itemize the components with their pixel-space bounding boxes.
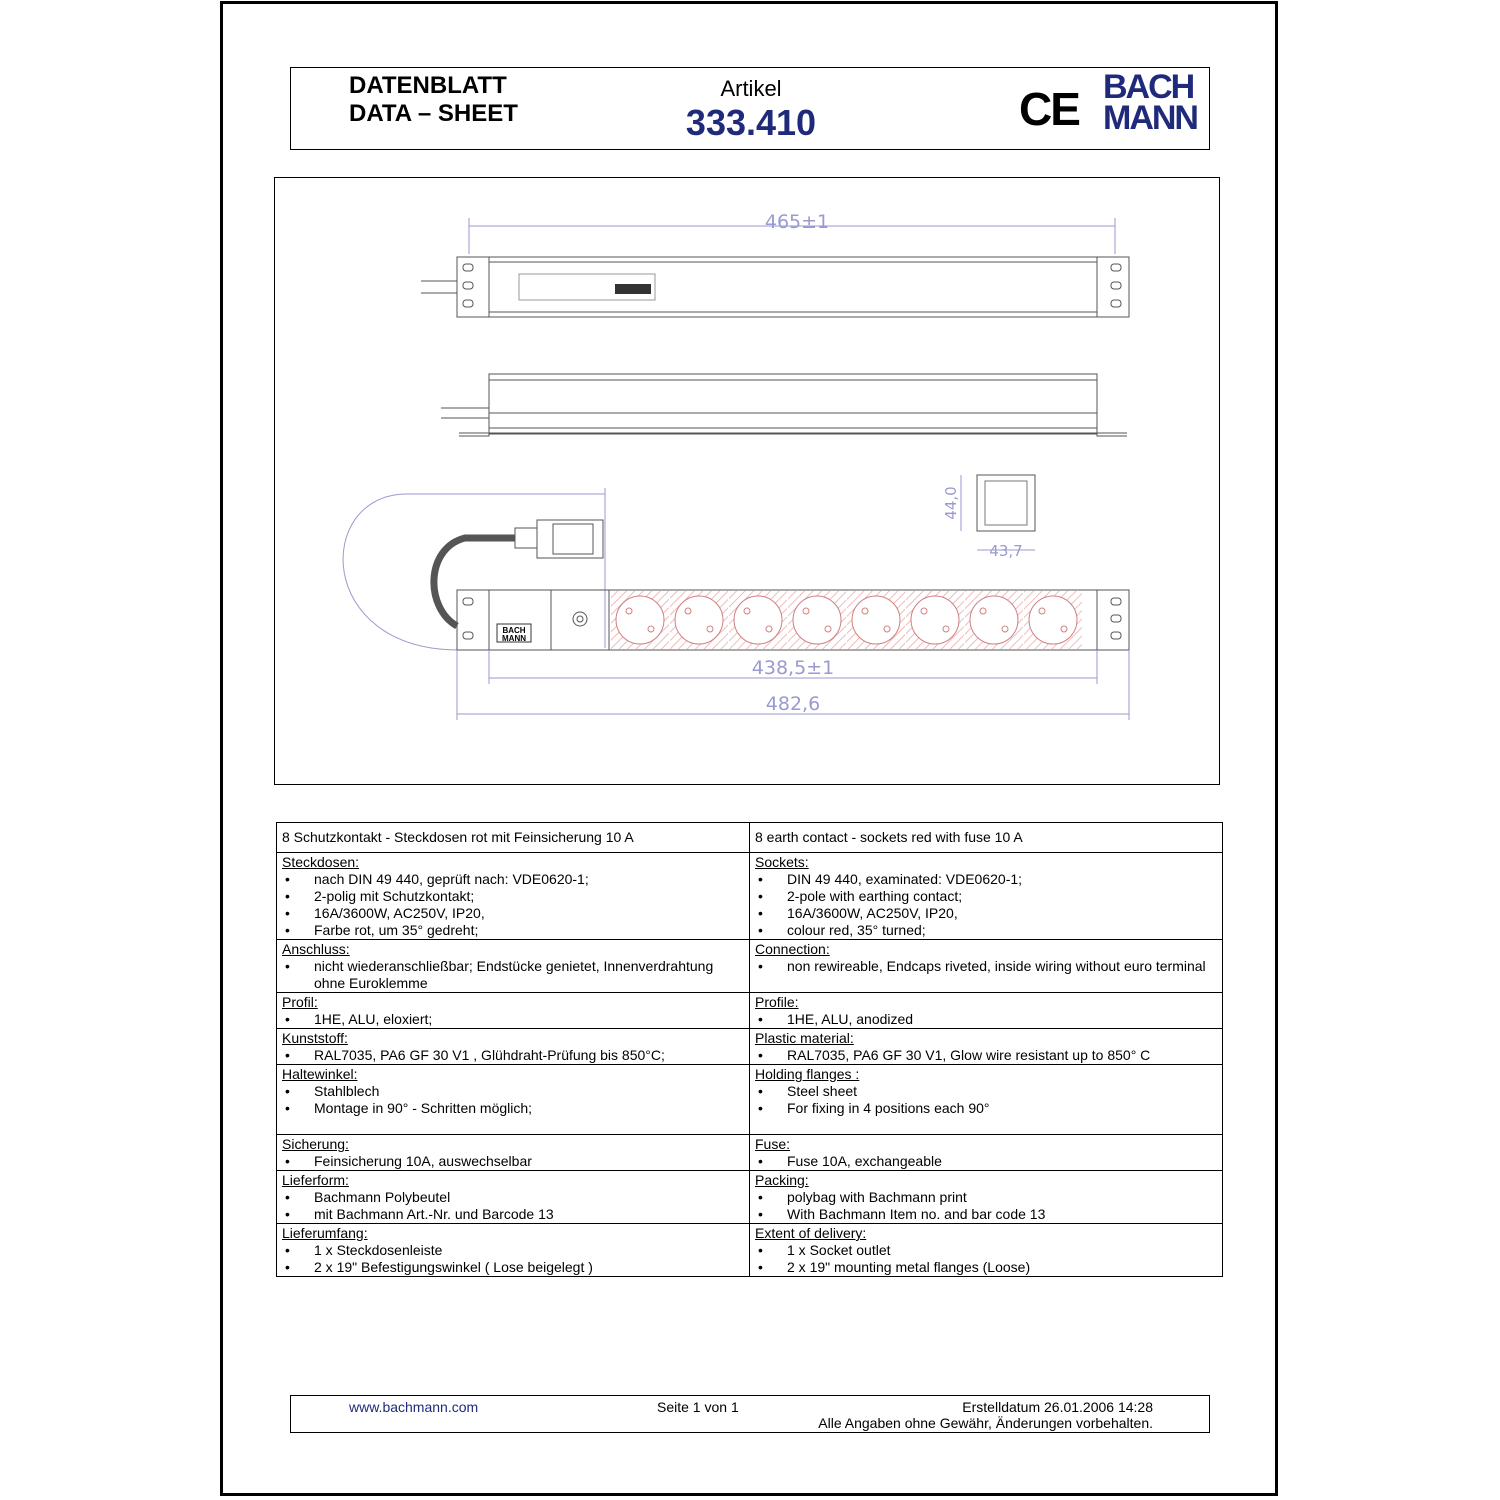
spec-cell-en bbox=[750, 1224, 1223, 1277]
spec-header-row bbox=[277, 823, 1223, 853]
spec-spacer bbox=[282, 1117, 744, 1134]
spec-cell-de bbox=[277, 1224, 750, 1277]
spec-section-title: Fuse: bbox=[755, 1136, 791, 1152]
spec-section-title: Steckdosen: bbox=[282, 854, 360, 870]
spec-cell-de bbox=[277, 1135, 750, 1171]
spec-section-title: Profil: bbox=[282, 994, 318, 1010]
spec-section-title: Haltewinkel: bbox=[282, 1066, 358, 1082]
spec-list-item: • Farbe rot, um 35° gedreht; bbox=[282, 922, 744, 939]
spec-list-item: • DIN 49 440, examinated: VDE0620-1; bbox=[755, 871, 1217, 888]
panel-logo-2: MANN bbox=[502, 634, 526, 643]
spec-section-title: Plastic material: bbox=[755, 1030, 854, 1046]
spec-item-list bbox=[282, 871, 744, 939]
spec-list-item: • Stahlblech bbox=[282, 1083, 744, 1100]
dim-height-label: 44,0 bbox=[942, 486, 960, 520]
spec-list-item: • 2-pole with earthing contact; bbox=[755, 888, 1217, 905]
document-title bbox=[349, 72, 518, 128]
spec-list-item: • For fixing in 4 positions each 90° bbox=[755, 1100, 1217, 1117]
spec-head-en: 8 earth contact - sockets red with fuse 10 A bbox=[750, 823, 1223, 853]
spec-list-item: • 1HE, ALU, eloxiert; bbox=[282, 1011, 744, 1028]
spec-list-item: • 2 x 19" mounting metal flanges (Loose) bbox=[755, 1259, 1217, 1276]
spec-section-row bbox=[277, 1029, 1223, 1065]
spec-section-row bbox=[277, 1135, 1223, 1171]
spec-cell-de bbox=[277, 1029, 750, 1065]
spec-list-item: • 1 x Socket outlet bbox=[755, 1242, 1217, 1259]
socket bbox=[670, 591, 728, 649]
spec-list-item: • 16A/3600W, AC250V, IP20, bbox=[282, 905, 744, 922]
spec-list-item: • polybag with Bachmann print bbox=[755, 1189, 1217, 1206]
spec-list-item: • mit Bachmann Art.-Nr. und Barcode 13 bbox=[282, 1206, 744, 1223]
socket bbox=[611, 591, 669, 649]
spec-cell-de bbox=[277, 853, 750, 940]
spec-item-list bbox=[282, 1011, 744, 1028]
socket bbox=[729, 591, 787, 649]
footer-page-number: Seite 1 von 1 bbox=[657, 1399, 739, 1415]
spec-item-list bbox=[755, 1083, 1217, 1117]
spec-section-title: Sicherung: bbox=[282, 1136, 349, 1152]
spec-section-title: Connection: bbox=[755, 941, 830, 957]
spec-section-row bbox=[277, 1224, 1223, 1277]
dim-width-label: 43,7 bbox=[989, 542, 1023, 560]
spec-list-item: • non rewireable, Endcaps riveted, inside wiring without euro terminal bbox=[755, 958, 1217, 975]
spec-section-row bbox=[277, 1065, 1223, 1135]
spec-section-title: Profile: bbox=[755, 994, 799, 1010]
dim-total-label: 482,6 bbox=[765, 693, 821, 715]
spec-cell-de bbox=[277, 993, 750, 1029]
header-box bbox=[290, 67, 1210, 150]
panel-logo-1: BACH bbox=[502, 626, 526, 635]
spec-section-row bbox=[277, 940, 1223, 993]
spec-head-de: 8 Schutzkontakt - Steckdosen rot mit Feinsicherung 10 A bbox=[277, 823, 750, 853]
ce-mark-icon: CE bbox=[1019, 83, 1079, 135]
spec-section-title: Lieferumfang: bbox=[282, 1225, 368, 1241]
dim-top-label: 465±1 bbox=[764, 211, 830, 233]
dim-inner-label: 438,5±1 bbox=[751, 657, 835, 679]
spec-item-list bbox=[755, 1047, 1217, 1064]
spec-section-title: Kunststoff: bbox=[282, 1030, 348, 1046]
spec-list-item: • 1HE, ALU, anodized bbox=[755, 1011, 1217, 1028]
footer-created-date: Erstelldatum 26.01.2006 14:28 bbox=[962, 1399, 1153, 1415]
spec-section-row bbox=[277, 853, 1223, 940]
spec-cell-en bbox=[750, 1065, 1223, 1135]
spec-cell-de bbox=[277, 1171, 750, 1224]
spec-list-item: • 1 x Steckdosenleiste bbox=[282, 1242, 744, 1259]
spec-section-title: Lieferform: bbox=[282, 1172, 349, 1188]
spec-table bbox=[276, 822, 1223, 1277]
power-cable bbox=[343, 488, 605, 650]
spec-cell-en bbox=[750, 940, 1223, 993]
spec-item-list bbox=[755, 1242, 1217, 1276]
socket bbox=[906, 591, 964, 649]
spec-cell-en bbox=[750, 853, 1223, 940]
spec-list-item: • Fuse 10A, exchangeable bbox=[755, 1153, 1217, 1170]
spec-list-item: • With Bachmann Item no. and bar code 13 bbox=[755, 1206, 1217, 1223]
profile-section bbox=[942, 475, 1035, 560]
spec-cell-en bbox=[750, 1029, 1223, 1065]
socket bbox=[1024, 591, 1082, 649]
spec-cell-en bbox=[750, 1135, 1223, 1171]
footer-box bbox=[290, 1395, 1210, 1433]
title-de: DATENBLATT bbox=[349, 72, 507, 99]
spec-body bbox=[277, 853, 1223, 1277]
spec-item-list bbox=[282, 1242, 744, 1276]
footer-disclaimer: Alle Angaben ohne Gewähr, Änderungen vorbehalten. bbox=[818, 1415, 1153, 1431]
bachmann-logo: BACH MANN bbox=[1103, 68, 1197, 137]
spec-section-row bbox=[277, 993, 1223, 1029]
drawing-svg bbox=[275, 178, 1221, 786]
spec-item-list bbox=[755, 1189, 1217, 1223]
article-number: 333.410 bbox=[685, 102, 817, 143]
title-en: DATA – SHEET bbox=[349, 100, 518, 127]
spec-section-title: Holding flanges : bbox=[755, 1066, 860, 1082]
spec-list-item: • nach DIN 49 440, geprüft nach: VDE0620-1; bbox=[282, 871, 744, 888]
spec-list-item: • 16A/3600W, AC250V, IP20, bbox=[755, 905, 1217, 922]
spec-section-title: Sockets: bbox=[755, 854, 809, 870]
spec-list-item: • Steel sheet bbox=[755, 1083, 1217, 1100]
spec-section-row bbox=[277, 1171, 1223, 1224]
spec-list-item: • RAL7035, PA6 GF 30 V1, Glow wire resistant up to 850° C bbox=[755, 1047, 1217, 1064]
spec-item-list bbox=[282, 958, 744, 992]
socket bbox=[965, 591, 1023, 649]
spec-cell-de bbox=[277, 1065, 750, 1135]
spec-list-item: • 2 x 19" Befestigungswinkel ( Lose beigelegt ) bbox=[282, 1259, 744, 1276]
spec-spacer bbox=[755, 1117, 1217, 1134]
spec-item-list bbox=[282, 1153, 744, 1170]
side-view bbox=[441, 374, 1127, 436]
top-view bbox=[421, 257, 1129, 317]
spec-list-item: • 2-polig mit Schutzkontakt; bbox=[282, 888, 744, 905]
spec-section-title: Anschluss: bbox=[282, 941, 350, 957]
socket bbox=[788, 591, 846, 649]
spec-list-item: • RAL7035, PA6 GF 30 V1 , Glühdraht-Prüfung bis 850°C; bbox=[282, 1047, 744, 1064]
dim-top bbox=[469, 211, 1115, 254]
front-view bbox=[457, 590, 1129, 650]
spec-list-item: • Bachmann Polybeutel bbox=[282, 1189, 744, 1206]
spec-list-item: • Feinsicherung 10A, auswechselbar bbox=[282, 1153, 744, 1170]
spec-item-list bbox=[755, 1153, 1217, 1170]
socket-row bbox=[611, 591, 1082, 649]
footer-url-link[interactable]: www.bachmann.com bbox=[349, 1399, 479, 1415]
spec-list-item: • Montage in 90° - Schritten möglich; bbox=[282, 1100, 744, 1117]
spec-section-title: Packing: bbox=[755, 1172, 809, 1188]
spec-item-list bbox=[282, 1189, 744, 1223]
spec-item-list bbox=[755, 958, 1217, 975]
spec-list-item: • nicht wiederanschließbar; Endstücke genietet, Innenverdrahtung ohne Euroklemme bbox=[282, 958, 744, 992]
spec-section-title: Extent of delivery: bbox=[755, 1225, 867, 1241]
socket bbox=[847, 591, 905, 649]
dim-inner bbox=[489, 650, 1097, 684]
article-label: Artikel bbox=[720, 76, 782, 101]
spec-item-list bbox=[755, 1011, 1217, 1028]
spec-cell-en bbox=[750, 993, 1223, 1029]
spec-cell-en bbox=[750, 1171, 1223, 1224]
technical-drawing bbox=[274, 177, 1220, 785]
spec-item-list bbox=[755, 871, 1217, 939]
spec-list-item: • colour red, 35° turned; bbox=[755, 922, 1217, 939]
spec-cell-de bbox=[277, 940, 750, 993]
spec-item-list bbox=[282, 1047, 744, 1064]
spec-item-list bbox=[282, 1083, 744, 1117]
